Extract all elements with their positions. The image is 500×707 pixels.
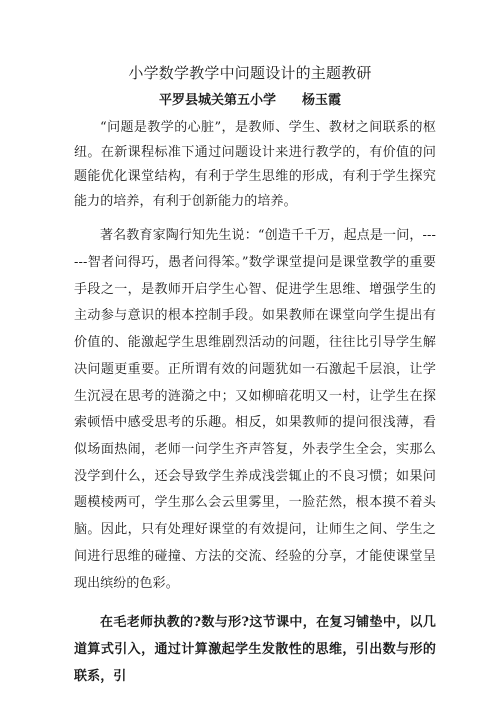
author-line	[0, 92, 500, 110]
paragraph-quote: 著名教育家陶行知先生说：“创造千千万，起点是一问，------智者问得巧，愚者问得笨。”数学课堂提问是课堂教学的重要手段之一，是教师开启学生心智、促进学生思维、增强学生的主动参与意识的根本控制手段。如果教师在课堂向学生提出有价值的、能激起学生思维剧烈活动的问题，往往比引导学生解决问题更重要。正所谓有效的问题犹如一石激起千层浪，让学生沉浸在思考的涟漪之中；又如柳暗花明又一村，让学生在探索顿悟中感受思考的乐趣。相反，如果教师的提问很浅薄，看似场面热闹，老师一问学生齐声答复，外表学生全会，实那么没学到什么，还会导致学生养成浅尝辄止的不良习惯；如果问题模棱两可，学生那么会云里雾里，一脸茫然，根本摸不着头脑。因此，只有处理好课堂的有效提问，让师生之间、学生之间进行思维的碰撞、方法的交流、经验的分享，才能使课堂呈现出缤纷的色彩。	[74, 228, 436, 591]
document-title: 小学数学教学中问题设计的主题教研	[128, 64, 372, 82]
paragraph-example: 在毛老师执教的?数与形?这节课中，在复习铺垫中，以几道算式引入，通过计算激起学生发散性的思维，引出数与形的联系，引	[74, 615, 436, 685]
author-name: 杨玉霞	[302, 93, 342, 108]
paragraph-intro: “问题是教学的心脏”，是教师、学生、教材之间联系的枢纽。在新课程标准下通过问题设计来进行教学的，有价值的问题能优化课堂结构，有利于学生思维的形成，有利于学生探究能力的培养，有利于创新能力的培养。	[74, 120, 436, 209]
document-body	[74, 116, 436, 690]
author-school: 平罗县城关第五小学	[158, 93, 276, 108]
